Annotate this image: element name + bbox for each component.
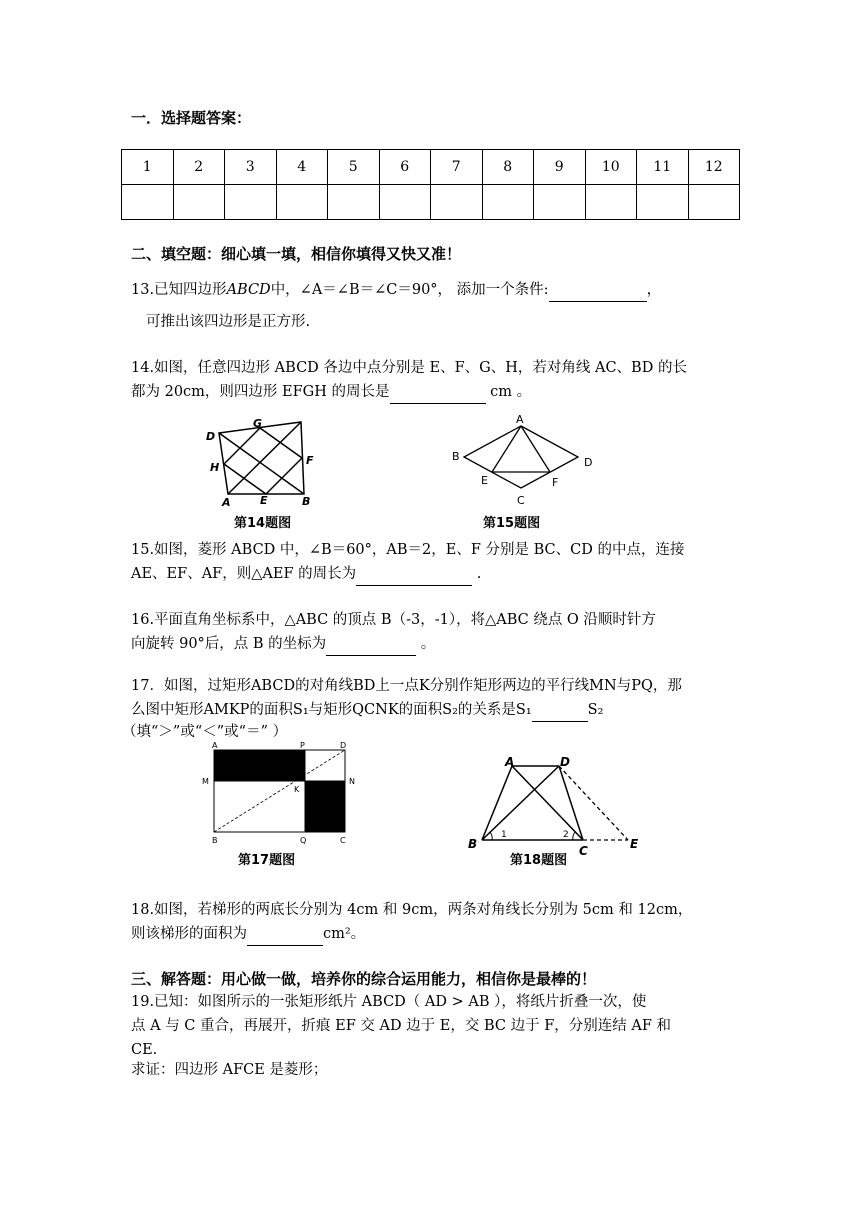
fig18-label-d: D	[560, 755, 570, 769]
fig14-label-b: B	[302, 495, 311, 508]
section-2-title: 二、填空题：细心填一填，相信你填得又快又准！	[131, 245, 462, 263]
answer-table	[121, 149, 740, 220]
q19-line4: 求证：四边形 AFCE 是菱形；	[131, 1062, 328, 1078]
answer-cell[interactable]	[328, 185, 380, 220]
figure-18	[462, 752, 652, 872]
q17-line1: 17．如图，过矩形ABCD的对角线BD上一点K分别作矩形两边的平行线MN与PQ，那	[131, 678, 682, 694]
answer-number: 9	[534, 150, 586, 185]
answer-number: 7	[431, 150, 483, 185]
q19-line3: CE.	[131, 1042, 158, 1058]
answer-number: 10	[585, 150, 637, 185]
q17-answer-blank[interactable]	[532, 705, 588, 722]
answer-number: 4	[276, 150, 328, 185]
fig18-angle-1: 1	[501, 830, 507, 840]
fig17-rect-qcnk	[305, 781, 345, 832]
fig15-label-d: D	[584, 456, 593, 469]
answer-table-blank-row	[122, 185, 740, 220]
answer-cell[interactable]	[482, 185, 534, 220]
answer-number: 3	[225, 150, 277, 185]
q19-line2: 点 A 与 C 重合，再展开，折痕 EF 交 AD 边于 E，交 BC 边于 F，分别连结 AF 和	[131, 1018, 672, 1034]
answer-number: 8	[482, 150, 534, 185]
q16-line2	[131, 632, 741, 656]
q14-answer-blank[interactable]	[390, 387, 486, 404]
q14-line2-suffix: cm 。	[490, 384, 532, 400]
fig18-label-a: A	[505, 755, 515, 769]
fig17-rect-amkp	[214, 750, 305, 781]
answer-cell[interactable]	[276, 185, 328, 220]
q13-mid: 中，∠A＝∠B＝∠C＝90°， 添加一个条件:	[270, 282, 549, 298]
q18-line2	[131, 922, 741, 946]
answer-number: 6	[379, 150, 431, 185]
answer-cell[interactable]	[173, 185, 225, 220]
q18-line2-prefix: 则该梯形的面积为	[131, 926, 247, 942]
section-3-title: 三、解答题：用心做一做，培养你的综合运用能力，相信你是最棒的！	[131, 970, 597, 988]
fig14-caption: 第14题图	[234, 516, 292, 531]
figure-17	[196, 742, 366, 872]
fig14-label-h: H	[210, 461, 220, 474]
fig14-label-f: F	[306, 454, 314, 467]
fig15-label-a: A	[516, 413, 524, 426]
fig17-label-n: N	[349, 777, 355, 786]
answer-cell[interactable]	[379, 185, 431, 220]
q15-line2	[131, 562, 741, 586]
fig14-label-g: G	[253, 417, 263, 430]
fig14-label-a: A	[222, 496, 231, 509]
fig14-label-e: E	[260, 494, 268, 507]
figure-15	[448, 412, 608, 532]
q14-line1: 14.如图，任意四边形 ABCD 各边中点分别是 E、F、G、H，若对角线 AC、BD 的长	[131, 360, 687, 376]
q15-answer-blank[interactable]	[356, 569, 472, 586]
fig17-label-b: B	[212, 836, 218, 845]
answer-table-header-row	[122, 150, 740, 185]
fig15-label-b: B	[452, 450, 460, 463]
q16-line2-prefix: 向旋转 90°后，点 B 的坐标为	[131, 636, 327, 652]
fig18-label-e: E	[630, 837, 639, 851]
answer-number: 11	[637, 150, 689, 185]
q13-prefix: 13.已知四边形	[131, 282, 227, 298]
q19-line1: 19.已知：如图所示的一张矩形纸片 ABCD（ AD > AB ），将纸片折叠一次，使	[131, 994, 647, 1010]
fig15-label-f: F	[552, 476, 559, 489]
q15-line1: 15.如图，菱形 ABCD 中，∠B＝60°，AB＝2，E、F 分别是 BC、CD 的中点，连接	[131, 542, 685, 558]
fig17-label-k: K	[294, 785, 300, 794]
q16-line2-suffix: 。	[420, 636, 436, 652]
q13-answer-blank[interactable]	[549, 285, 647, 302]
answer-cell[interactable]	[585, 185, 637, 220]
answer-cell[interactable]	[431, 185, 483, 220]
q16-answer-blank[interactable]	[326, 639, 416, 656]
q13-abcd: ABCD	[226, 282, 271, 298]
fig17-label-d: D	[340, 742, 347, 750]
q14-line2-prefix: 都为 20cm，则四边形 EFGH 的周长是	[131, 384, 390, 400]
q17-line2-suffix: S₂	[587, 702, 604, 718]
q16-line1: 16.平面直角坐标系中，△ABC 的顶点 B（-3，-1），将△ABC 绕点 O 沿顺时针方	[131, 612, 656, 628]
answer-cell[interactable]	[688, 185, 740, 220]
q13-end: ，	[646, 282, 662, 298]
section-1-title: 一．选择题答案：	[131, 109, 252, 127]
q15-line2-prefix: AE、EF、AF，则△AEF 的周长为	[131, 566, 357, 582]
answer-number: 2	[173, 150, 225, 185]
fig18-angle-2: 2	[563, 830, 569, 840]
q17-line2	[131, 698, 741, 722]
answer-number: 1	[122, 150, 174, 185]
fig18-label-c: C	[579, 844, 588, 858]
q15-line2-suffix: .	[476, 566, 482, 582]
answer-cell[interactable]	[637, 185, 689, 220]
fig17-label-a: A	[212, 742, 218, 750]
answer-cell[interactable]	[225, 185, 277, 220]
q13-line2: 可推出该四边形是正方形.	[146, 314, 311, 330]
q17-line3: （填“＞”或“＜”或“＝” ）	[122, 724, 288, 740]
fig17-label-c: C	[340, 836, 346, 845]
fig17-caption: 第17题图	[238, 853, 296, 868]
answer-cell[interactable]	[534, 185, 586, 220]
answer-number: 12	[688, 150, 740, 185]
fig18-caption: 第18题图	[510, 853, 568, 868]
q18-line2-suffix: cm²。	[323, 926, 366, 942]
fig15-caption: 第15题图	[483, 516, 541, 531]
q18-line1: 18.如图，若梯形的两底长分别为 4cm 和 9cm，两条对角线长分别为 5cm 和 12cm，	[131, 902, 693, 918]
fig17-label-p: P	[300, 742, 305, 750]
fig15-label-c: C	[517, 494, 525, 507]
fig17-label-q: Q	[300, 836, 307, 845]
fig14-label-d: D	[206, 430, 216, 443]
fig18-label-b: B	[468, 837, 478, 851]
fig17-label-m: M	[202, 777, 209, 786]
figure-14	[200, 412, 325, 532]
q14-line2	[131, 380, 741, 404]
q17-line2-prefix: 么图中矩形AMKP的面积S₁与矩形QCNK的面积S₂的关系是S₁	[131, 702, 532, 718]
answer-number: 5	[328, 150, 380, 185]
fig15-label-e: E	[481, 474, 488, 487]
question-13	[131, 278, 741, 302]
q18-answer-blank[interactable]	[247, 929, 323, 946]
answer-cell[interactable]	[122, 185, 174, 220]
